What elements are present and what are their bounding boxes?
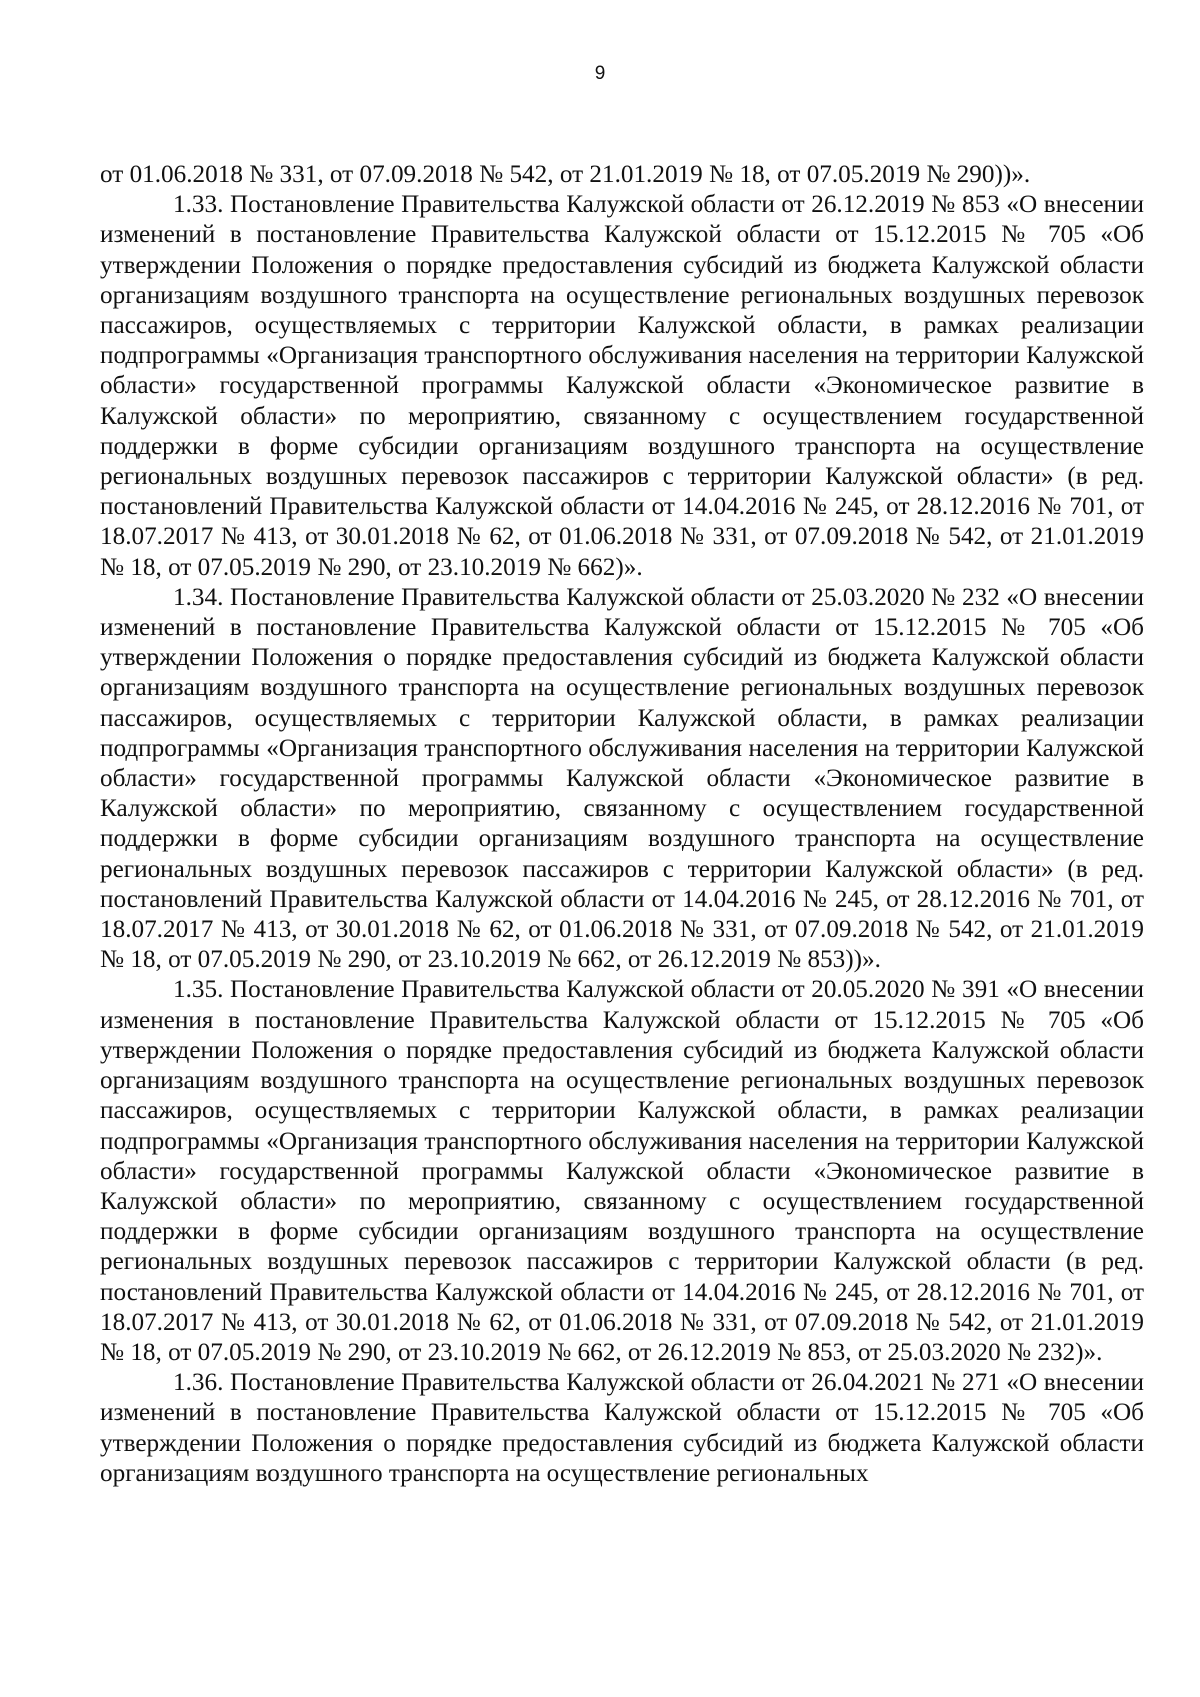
page-number: 9 — [594, 63, 606, 84]
paragraph-1-34: 1.34. Постановление Правительства Калужской области от 25.03.2020 № 232 «О внесении изменений в постановление Правительства Калужской области от 15.12.2015 № 705 «Об утверждении Положения о порядке предоставления субсидий из бюджета Калужской области организациям воздушного транспорта на осуществление региональных воздушных перевозок пассажиров, осуществляемых с территории Калужской области, в рамках реализации подпрограммы «Организация транспортного обслуживания населения на территории Калужской области» государственной программы Калужской области «Экономическое развитие в Калужской области» по мероприятию, связанному с осуществлением государственной поддержки в форме субсидии организациям воздушного транспорта на осуществление региональных воздушных перевозок пассажиров с территории Калужской области» (в ред. постановлений Правительства Калужской области от 14.04.2016 № 245, от 28.12.2016 № 701, от 18.07.2017 № 413, от 30.01.2018 № 62, от 01.06.2018 № 331, от 07.09.2018 № 542, от 21.01.2019 № 18, от 07.05.2019 № 290, от 23.10.2019 № 662, от 26.12.2019 № 853))». — [100, 583, 1144, 974]
paragraph-1-36: 1.36. Постановление Правительства Калужской области от 26.04.2021 № 271 «О внесении изменений в постановление Правительства Калужской области от 15.12.2015 № 705 «Об утверждении Положения о порядке предоставления субсидий из бюджета Калужской области организациям воздушного транспорта на осуществление региональных — [100, 1369, 1144, 1487]
paragraph-1-35: 1.35. Постановление Правительства Калужской области от 20.05.2020 № 391 «О внесении изменения в постановление Правительства Калужской области от 15.12.2015 № 705 «Об утверждении Положения о порядке предоставления субсидий из бюджета Калужской области организациям воздушного транспорта на осуществление региональных воздушных перевозок пассажиров, осуществляемых с территории Калужской области, в рамках реализации подпрограммы «Организация транспортного обслуживания населения на территории Калужской области» государственной программы Калужской области «Экономическое развитие в Калужской области» по мероприятию, связанному с осуществлением государственной поддержки в форме субсидии организациям воздушного транспорта на осуществление региональных воздушных перевозок пассажиров с территории Калужской области (в ред. постановлений Правительства Калужской области от 14.04.2016 № 245, от 28.12.2016 № 701, от 18.07.2017 № 413, от 30.01.2018 № 62, от 01.06.2018 № 331, от 07.09.2018 № 542, от 21.01.2019 № 18, от 07.05.2019 № 290, от 23.10.2019 № 662, от 26.12.2019 № 853, от 25.03.2020 № 232)». — [100, 976, 1144, 1366]
paragraph-1-33: 1.33. Постановление Правительства Калужской области от 26.12.2019 № 853 «О внесении изменений в постановление Правительства Калужской области от 15.12.2015 № 705 «Об утверждении Положения о порядке предоставления субсидий из бюджета Калужской области организациям воздушного транспорта на осуществление региональных воздушных перевозок пассажиров, осуществляемых с территории Калужской области, в рамках реализации подпрограммы «Организация транспортного обслуживания населения на территории Калужской области» государственной программы Калужской области «Экономическое развитие в Калужской области» по мероприятию, связанному с осуществлением государственной поддержки в форме субсидии организациям воздушного транспорта на осуществление региональных воздушных перевозок пассажиров с территории Калужской области» (в ред. постановлений Правительства Калужской области от 14.04.2016 № 245, от 28.12.2016 № 701, от 18.07.2017 № 413, от 30.01.2018 № 62, от 01.06.2018 № 331, от 07.09.2018 № 542, от 21.01.2019 № 18, от 07.05.2019 № 290, от 23.10.2019 № 662)». — [100, 191, 1144, 581]
paragraph-continuation: от 01.06.2018 № 331, от 07.09.2018 № 542, от 21.01.2019 № 18, от 07.05.2019 № 290))». — [100, 161, 1031, 188]
document-body — [100, 160, 1144, 1489]
